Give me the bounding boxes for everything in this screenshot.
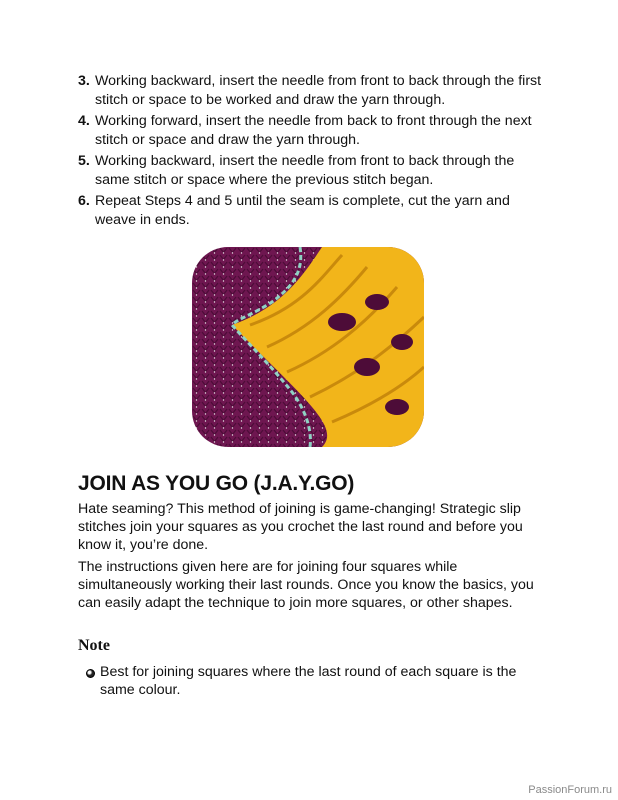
- note-list: [86, 663, 546, 699]
- crochet-illustration: [192, 247, 424, 447]
- crochet-seam-photo: [192, 247, 424, 447]
- note-title: Note: [78, 637, 110, 654]
- note-text: Best for joining squares where the last round of each square is the same colour.: [100, 664, 517, 698]
- step-item: [78, 192, 548, 230]
- step-text: Working backward, insert the needle from front to back through the first stitch or space to be worked and draw the yarn through.: [95, 73, 542, 108]
- instructions-paragraph: The instructions given here are for joining four squares while simultaneously working their last rounds. Once you know the basics, you can easily adapt the technique to join more squares, or other shapes.: [78, 559, 534, 611]
- step-number: 6.: [78, 193, 90, 209]
- step-item: [78, 152, 548, 190]
- note-item: [86, 663, 546, 699]
- watermark: PassionForum.ru: [528, 784, 612, 796]
- step-text: Working forward, insert the needle from back to front through the next stitch or space and draw the yarn through.: [95, 113, 532, 148]
- bullet-icon: [86, 669, 95, 678]
- step-number: 3.: [78, 73, 90, 89]
- intro-paragraph: Hate seaming? This method of joining is game-changing! Strategic slip stitches join your squares as you crochet the last round and before you know it, you’re done.: [78, 501, 523, 553]
- step-text: Repeat Steps 4 and 5 until the seam is complete, cut the yarn and weave in ends.: [95, 193, 510, 228]
- step-item: [78, 112, 548, 150]
- step-number: 4.: [78, 113, 90, 129]
- section-heading: JOIN AS YOU GO (J.A.Y.GO): [78, 472, 355, 495]
- step-number: 5.: [78, 153, 90, 169]
- step-item: [78, 72, 548, 110]
- steps-list: [78, 72, 548, 232]
- step-text: Working backward, insert the needle from front to back through the same stitch or space where the previous stitch began.: [95, 153, 515, 188]
